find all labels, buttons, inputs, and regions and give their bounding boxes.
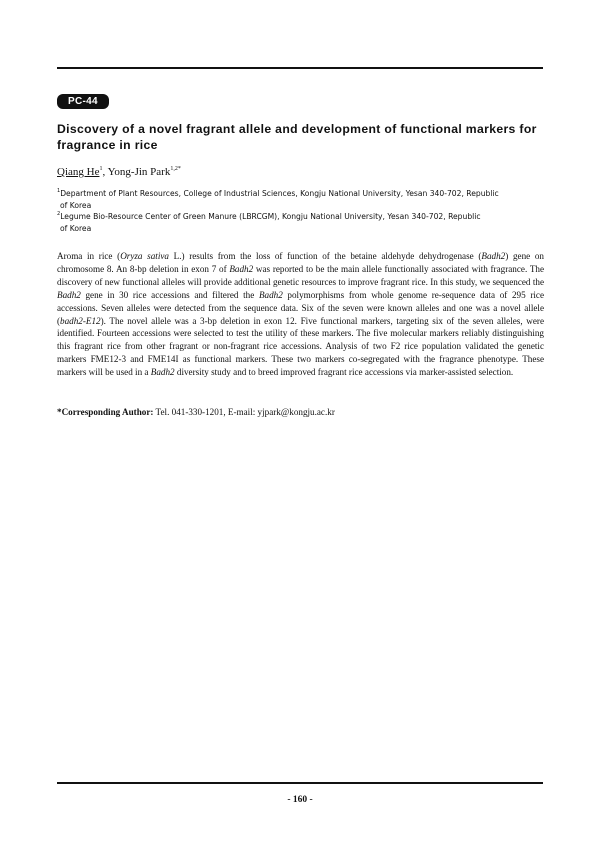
paper-title: Discovery of a novel fragrant allele and development of functional markers for fragrance in rice	[57, 122, 537, 152]
author-name: Yong-Jin Park	[107, 166, 171, 178]
top-rule	[57, 67, 543, 69]
abstract-italic-term: Badh2	[150, 367, 175, 378]
abstract-text: ). The novel allele was a 3-bp deletion in exon 12. Five functional markers, targeting six of the seven alleles, were identified. Fourteen accessions were selected to test the utility of these markers. The five molecular markers reliably distinguishing this fragrant rice from other fragrant or non-fragrant rice accessions. Analysis of two F2 rice population validated the genetic markers FME12-3 and FME14I as functional markers. These two markers co-segregated with the fragrance phenotype. These markers will be used in a	[57, 315, 544, 378]
abstract-text: diversity study and to breed improved fragrant rice accessions via marker-assisted selection.	[174, 367, 514, 378]
abstract-italic-term: Badh2	[258, 289, 283, 300]
abstract-italic-term: Badh2	[481, 251, 506, 261]
abstract-text: Aroma in rice (	[57, 251, 121, 261]
author-list	[57, 162, 181, 179]
page-number: - 160 -	[287, 795, 313, 805]
author-name: Qiang He	[57, 166, 100, 178]
abstract-body	[57, 250, 544, 379]
abstract-text: was reported to be the main allele functionally associated with fragrance. The discovery of new functional alleles will provide additional genetic resources to improve fragrant rice. In this study, we sequenced the	[57, 263, 544, 287]
affiliation-mark: 1	[57, 188, 61, 194]
session-badge: PC-44	[57, 94, 109, 109]
corresponding-author-contact: Tel. 041-330-1201, E-mail: yjpark@kongju.ac.kr	[155, 407, 335, 417]
abstract-text: L.) results from the loss of function of the betaine aldehyde dehydrogenase (	[168, 251, 482, 261]
abstract-italic-term: Badh2	[57, 289, 81, 300]
abstract-italic-term: badh2-E12	[60, 315, 101, 326]
abstract-text: ) gene on chromosome 8. An 8-bp deletion in exon 7 of	[57, 251, 544, 274]
affiliation-line: Legume Bio-Resource Center of Green Manure (LBRCGM), Kongju National University, Yesan 340-702, Republic	[60, 212, 481, 221]
author-affiliation-mark: 1,2*	[170, 166, 181, 172]
corresponding-author	[57, 406, 335, 418]
abstract-text: polymorphisms from whole genome re-sequence data of 295 rice accessions. Seven alleles were detected from the sequence data. Six of the seven were known alleles and one was a novel allele (	[57, 289, 544, 326]
affiliation	[57, 209, 547, 234]
bottom-rule	[57, 782, 543, 784]
affiliation-line: of Korea	[60, 223, 92, 233]
affiliation-mark: 2	[57, 211, 61, 217]
abstract-italic-term: Badh2	[229, 263, 254, 274]
abstract-italic-term: Oryza sativa	[120, 251, 169, 261]
corresponding-author-label: *Corresponding Author:	[57, 407, 154, 417]
abstract-text: gene in 30 rice accessions and filtered the	[80, 289, 259, 300]
affiliation-line: of Korea	[60, 200, 92, 210]
author-affiliation-mark: 1	[99, 166, 103, 172]
affiliation	[57, 186, 547, 211]
author-separator: ,	[102, 166, 108, 178]
affiliation-line: Department of Plant Resources, College of Industrial Sciences, Kongju National University, Yesan 340-702, Republic	[60, 189, 499, 198]
